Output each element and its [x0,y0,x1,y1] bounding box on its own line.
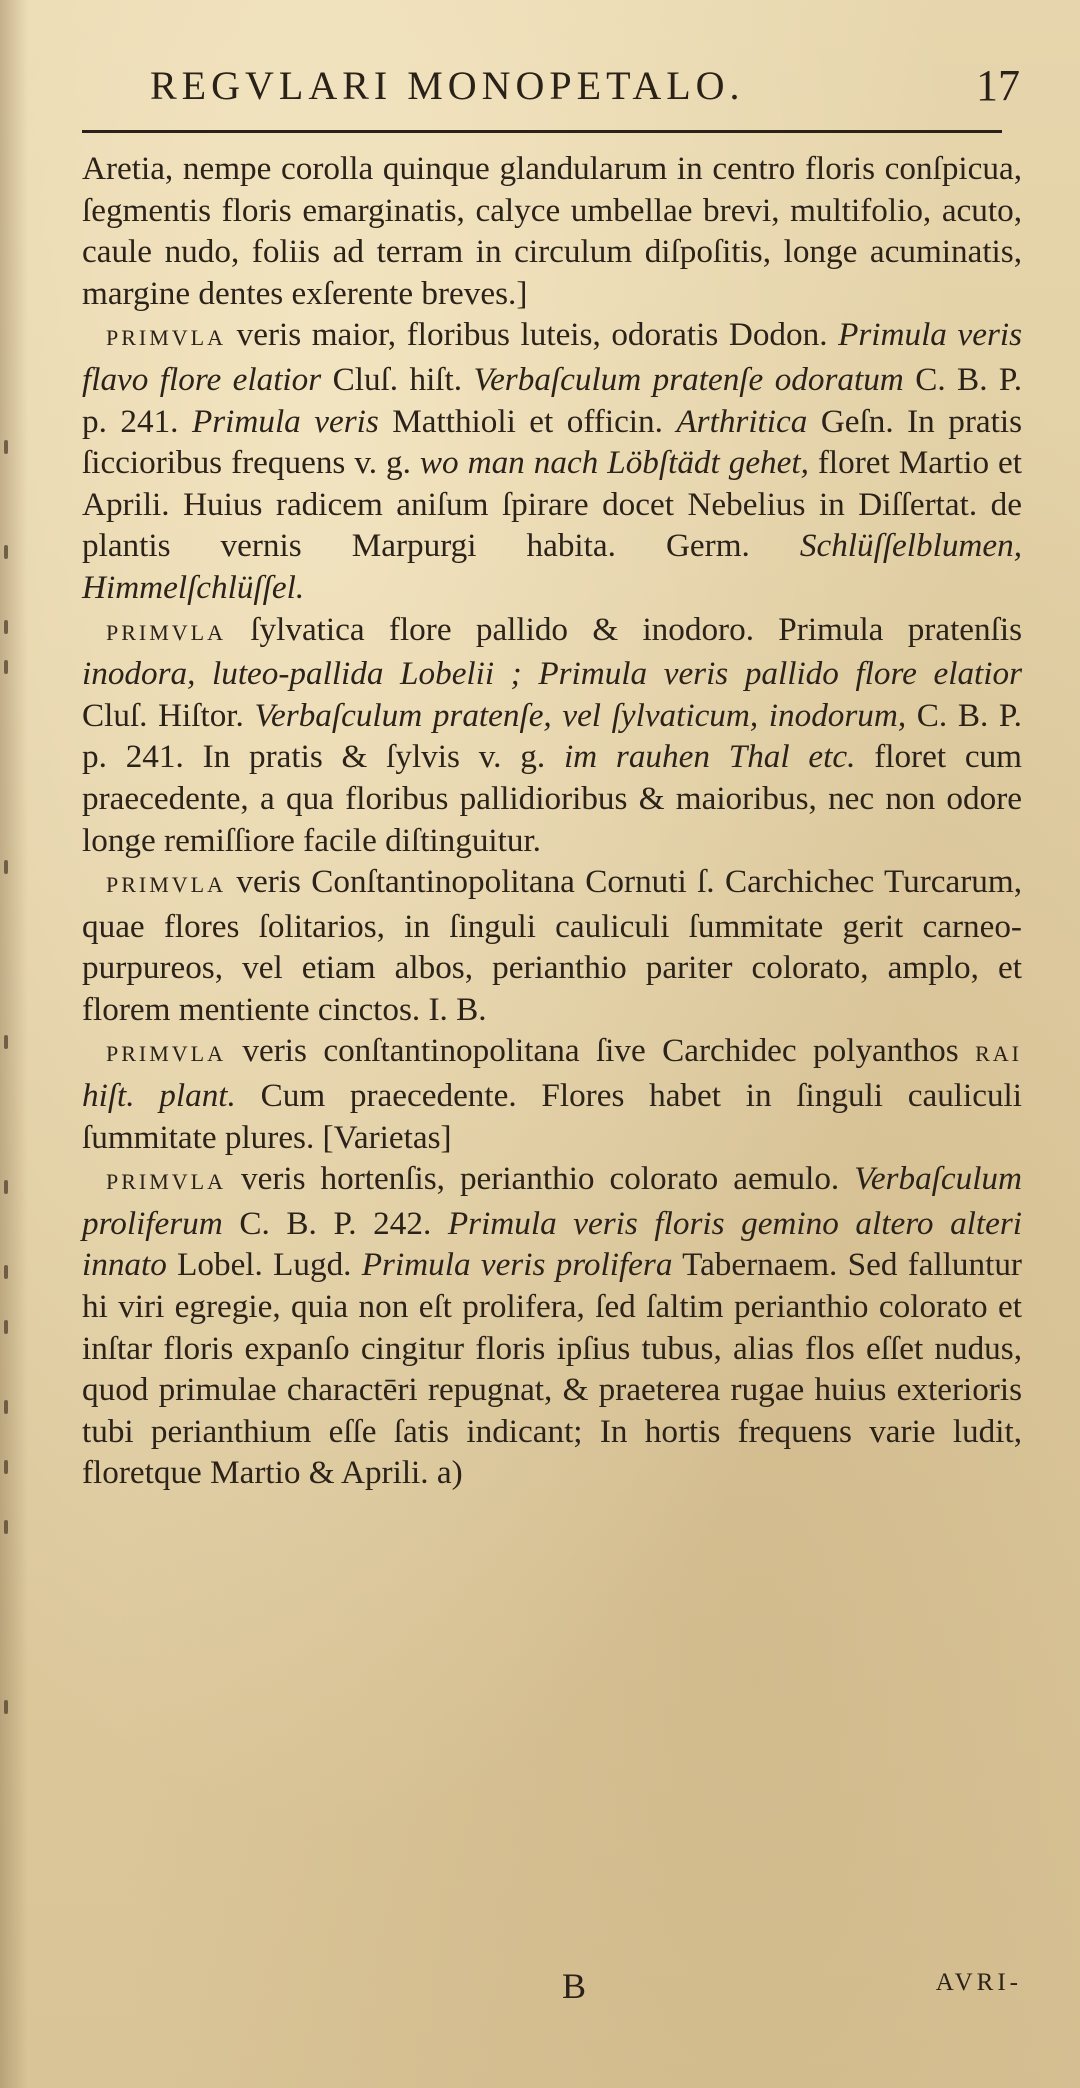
running-head [150,62,1030,122]
text-run: Tabernaem. Sed falluntur hi viri egregie, quia non eſt prolifera, ſed ſaltim perianthio colorato et inſtar floris expanſo cingitur floris ipſius tubus, alias flos eſſet nudus, quod primulae charactēri repugnat, & praeterea rugae huius exterioris tubi perianthium eſſe ſatis indicant; In hortis frequens varie ludit, floretque Martio & Aprili. a) [82,1246,1022,1492]
species-entry [82,1030,1022,1158]
text-run: C. B. P. p. 241. In pratis & ſylvis v. g. [82,696,1022,776]
italic-text: Primula veris prolifera [361,1246,673,1284]
header-rule [82,130,1002,133]
italic-text: im rauhen Thal etc. [563,738,856,776]
text-run: C. B. P. p. 241. [82,360,1022,440]
signature-mark: B [562,1966,587,2006]
small-caps-name: PRIMVLA [106,325,227,351]
italic-text: Verbaſculum proliferum [82,1160,1022,1242]
text-run: veris hortenſis, perianthio colorato aemulo. [226,1160,855,1198]
catchword: AVRI- [935,1969,1022,1996]
italic-text: Primula veris flavo flore elatior [82,316,1023,398]
text-run: Cluſ. Hiſtor. [82,696,255,734]
text-run: Lobel. Lugd. [166,1246,362,1284]
text-run: Cum praecedente. Flores habet in ſinguli cauliculi ſummitate plures. [Varietas] [82,1077,1022,1156]
italic-text: Arthritica [676,402,808,440]
page-footer [82,1965,1022,2015]
small-caps-name: PRIMVLA [106,1041,227,1067]
italic-text: wo man nach Löbſtädt gehet, [419,444,809,482]
text-run: Matthioli et officin. [378,402,677,440]
text-run: veris maior, floribus luteis, odoratis Dodon. [226,316,839,354]
small-caps-name: RAI [975,1041,1022,1067]
margin-marks [0,0,20,2088]
species-entry [82,861,1022,1030]
italic-text: Verbaſculum pratenſe odoratum [473,360,904,398]
species-entry [82,609,1022,862]
text-run: Cluſ. hiſt. [321,360,474,398]
body-text [82,148,1022,1948]
text-run: ſylvatica flore pallido & inodoro. Primula pratenſis [226,610,1022,648]
species-entry [82,314,1022,608]
text-run: veris conſtantinopolitana ſive Carchidec polyanthos [226,1032,976,1070]
running-title: REGVLARI MONOPETALO. [150,63,745,108]
text-run: Aretia, nempe corolla quinque glandularum in centro floris conſpicua, ſegmentis floris emarginatis, calyce umbellae brevi, multifolio, acuto, caule nudo, foliis ad terram in circulum diſpoſitis, longe acuminatis, margine dentes exſerente breves.] [82,150,1022,312]
italic-text: hiſt. plant. [82,1077,236,1115]
text-run: floret Martio et Aprili. Huius radicem aniſum ſpirare docet Nebelius in Diſſertat. de plantis vernis Marpurgi habita. Germ. [82,444,1022,565]
italic-text: Primula veris [191,402,379,440]
small-caps-name: PRIMVLA [106,1169,227,1195]
continuation-paragraph [82,148,1022,314]
text-run: C. B. P. 242. [222,1204,448,1242]
page-number: 17 [976,61,1020,110]
text-run: Geſn. In pratis ſiccioribus frequens v. g. [82,402,1022,482]
small-caps-name: PRIMVLA [106,619,227,645]
italic-text: Schlüſſelblumen, Himmelſchlüſſel. [82,527,1022,606]
small-caps-name: PRIMVLA [106,872,227,898]
italic-text: Verbaſculum pratenſe, vel ſylvaticum, inodorum, [254,696,907,734]
text-run: floret cum praecedente, a qua floribus pallidioribus & maioribus, nec non odore longe remiſſiore facile diſtinguitur. [82,738,1022,859]
italic-text: Primula veris floris gemino altero alteri innato [82,1204,1022,1284]
species-entry [82,1158,1022,1494]
text-run: veris Conſtantinopolitana Cornuti ſ. Carchichec Turcarum, quae flores ſolitarios, in ſinguli cauliculi ſummitate gerit carneo-purpureos, vel etiam albos, perianthio pariter colorato, amplo, et florem mentiente cinctos. I. B. [82,863,1022,1028]
italic-text: inodora, luteo-pallida Lobelii ; Primula veris pallido flore elatior [82,655,1022,693]
